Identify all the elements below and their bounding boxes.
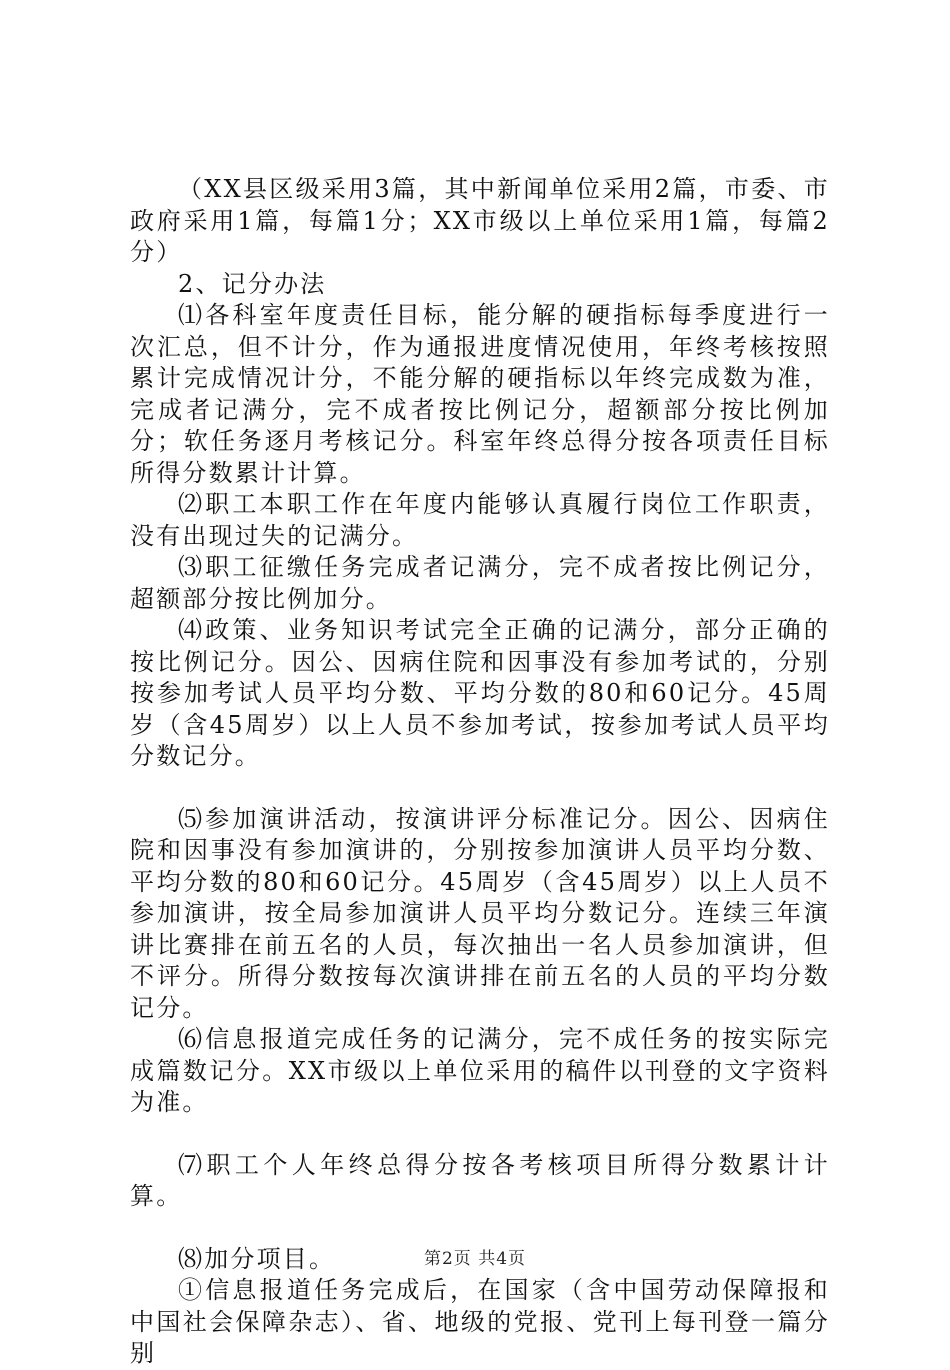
paragraph-adoption-note: （XX县区级采用3篇，其中新闻单位采用2篇，市委、市政府采用1篇，每篇1分；XX市级以上单位采用1篇，每篇2分） [130, 175, 830, 266]
paragraph-item-1: ⑴各科室年度责任目标，能分解的硬指标每季度进行一次汇总，但不计分，作为通报进度情况使用，年终考核按照累计完成情况计分，不能分解的硬指标以年终完成数为准，完成者记满分，完不成者按比例记分，超额部分按比例加分；软任务逐月考核记分。科室年终总得分按各项责任目标所得分数累计计算。 [130, 301, 830, 487]
section-heading-scoring-method: 2、记分办法 [178, 269, 327, 298]
page-number-footer: 第2页 共4页 [423, 1249, 527, 1269]
paragraph-item-4: ⑷政策、业务知识考试完全正确的记满分，部分正确的按比例记分。因公、因病住院和因事没有参加考试的，分别按参加考试人员平均分数、平均分数的80和60记分。45周岁（含45周岁）以上人员不参加考试，按参加考试人员平均分数记分。 [130, 616, 830, 770]
paragraph-bonus-item-1: ①信息报道任务完成后，在国家（含中国劳动保障报和中国社会保障杂志）、省、地级的党报、党刊上每刊登一篇分别 [130, 1276, 830, 1367]
paragraph-item-7: ⑺职工个人年终总得分按各考核项目所得分数累计计算。 [130, 1150, 830, 1210]
paragraph-item-3: ⑶职工征缴任务完成者记满分，完不成者按比例记分，超额部分按比例加分。 [130, 553, 830, 613]
paragraph-item-8: ⑻加分项目。 [178, 1244, 336, 1273]
paragraph-item-5: ⑸参加演讲活动，按演讲评分标准记分。因公、因病住院和因事没有参加演讲的，分别按参加演讲人员平均分数、平均分数的80和60记分。45周岁（含45周岁）以上人员不参加演讲，按全局参加演讲人员平均分数记分。连续三年演讲比赛排在前五名的人员，每次抽出一名人员参加演讲，但不评分。所得分数按每次演讲排在前五名的人员的平均分数记分。 [130, 804, 830, 1022]
paragraph-item-6: ⑹信息报道完成任务的记满分，完不成任务的按实际完成篇数记分。XX市级以上单位采用的稿件以刊登的文字资料为准。 [130, 1025, 830, 1116]
document-body [130, 174, 830, 1370]
paragraph-item-2: ⑵职工本职工作在年度内能够认真履行岗位工作职责，没有出现过失的记满分。 [130, 490, 830, 550]
